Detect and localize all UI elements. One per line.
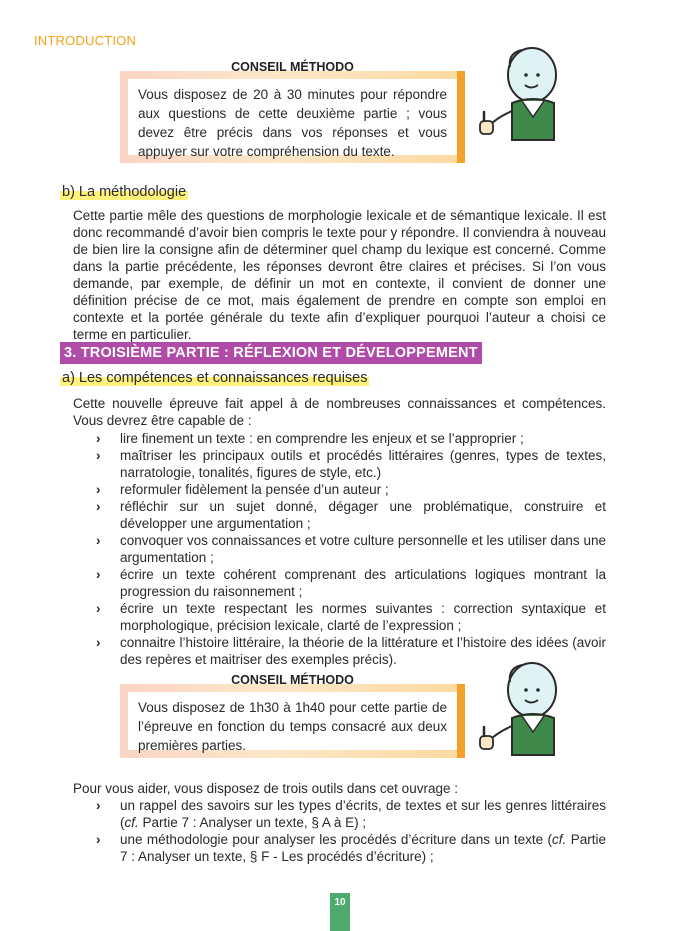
heading-methodologie <box>60 184 188 200</box>
list-item-text: connaitre l’histoire littéraire, la théorie de la littérature et l’histoire des idées (avoir des repères et maitriser des exemples précis). <box>120 635 606 667</box>
list-item <box>73 831 606 865</box>
list-item-text: reformuler fidèlement la pensée d’un auteur ; <box>120 482 389 497</box>
bullet-chevron-icon: › <box>96 431 101 446</box>
competences-list <box>73 430 606 668</box>
list-item-text-start: un rappel des savoirs sur les types d’écrits, de textes et sur les genres littéraires ( <box>120 798 606 830</box>
conseil-title: CONSEIL MÉTHODO <box>231 673 354 687</box>
list-item-text: lire finement un texte : en comprendre les enjeux et se l’approprier ; <box>120 431 524 446</box>
list-item <box>73 498 606 532</box>
conseil-text: Vous disposez de 20 à 30 minutes pour répondre aux questions de cette deuxième partie ; vous devez être précis dans vos réponses et vous appuyer sur votre compréhension du texte. <box>128 79 457 155</box>
page-number: 10 <box>330 893 350 931</box>
bullet-chevron-icon: › <box>96 499 101 514</box>
section-heading-troisieme-partie: 3. TROISIÈME PARTIE : RÉFLEXION ET DÉVELOPPEMENT <box>60 342 482 364</box>
list-item-text: écrire un texte respectant les normes suivantes : correction syntaxique et morphologique, précision lexicale, clarté de l’expression ; <box>120 601 606 633</box>
list-item <box>73 797 606 831</box>
list-item <box>73 600 606 634</box>
list-item-text-end: Partie 7 : Analyser un texte, § F - Les procédés d’écriture) ; <box>120 832 606 864</box>
list-item-text: maîtriser les principaux outils et procédés littéraires (genres, types de textes, narratologie, tonalités, figures de style, etc.) <box>120 448 606 480</box>
heading-competences <box>60 370 369 386</box>
paragraph-tools-intro: Pour vous aider, vous disposez de trois outils dans cet ouvrage : <box>73 781 458 796</box>
paragraph-methodologie: Cette partie mêle des questions de morphologie lexicale et de sémantique lexicale. Il est donc recommandé d’avoir bien compris le texte pour y répondre. Il conviendra à nouveau de bien lire la consigne afin de déterminer quel champ du lexique est concerné. Comme dans la partie précédente, les réponses devront être claires et précises. Si l’on vous demande, par exemple, de définir un mot en contexte, il convient de donner une définition précise de ce mot, mais également de prendre en compte son emploi en contexte et la portée générale du texte afin d’expliquer pourquoi l’auteur a choisi ce terme en particulier. <box>73 208 606 342</box>
mascot-thumbs-up-icon <box>470 660 570 765</box>
conseil-frame <box>120 71 465 163</box>
list-item-text: convoquer vos connaissances et votre culture personnelle et les utiliser dans une argumentation ; <box>120 533 606 565</box>
bullet-chevron-icon: › <box>96 601 101 616</box>
list-item <box>73 481 606 498</box>
list-item-text: écrire un texte cohérent comprenant des articulations logiques montrant la progression du raisonnement ; <box>120 567 606 599</box>
bullet-chevron-icon: › <box>96 635 101 650</box>
conseil-title: CONSEIL MÉTHODO <box>231 60 354 74</box>
list-item <box>73 532 606 566</box>
bullet-chevron-icon: › <box>96 448 101 463</box>
paragraph-competences-intro: Cette nouvelle épreuve fait appel à de nombreuses connaissances et compétences. Vous devrez être capable de : <box>73 396 606 428</box>
bullet-chevron-icon: › <box>96 567 101 582</box>
list-item-text-start: une méthodologie pour analyser les procédés d’écriture dans un texte ( <box>120 832 553 847</box>
tools-list <box>73 797 606 865</box>
list-item-text-end: Partie 7 : Analyser un texte, § A à E) ; <box>138 815 367 830</box>
cf-abbrev: cf. <box>124 815 139 830</box>
list-item <box>73 430 606 447</box>
heading-methodologie-text: b) La méthodologie <box>62 184 187 200</box>
conseil-frame <box>120 684 465 758</box>
mascot-thumbs-up-icon <box>470 45 570 150</box>
bullet-chevron-icon: › <box>96 482 101 497</box>
heading-competences-text: a) Les compétences et connaissances requises <box>62 370 368 386</box>
bullet-chevron-icon: › <box>96 533 101 548</box>
list-item <box>73 447 606 481</box>
bullet-chevron-icon: › <box>96 832 101 847</box>
list-item <box>73 566 606 600</box>
conseil-text: Vous disposez de 1h30 à 1h40 pour cette partie de l’épreuve en fonction du temps consacré aux deux premières parties. <box>128 692 457 750</box>
list-item-text: réfléchir sur un sujet donné, dégager une problématique, construire et développer une argumentation ; <box>120 499 606 531</box>
bullet-chevron-icon: › <box>96 798 101 813</box>
cf-abbrev: cf. <box>552 832 567 847</box>
running-header: INTRODUCTION <box>34 33 137 48</box>
